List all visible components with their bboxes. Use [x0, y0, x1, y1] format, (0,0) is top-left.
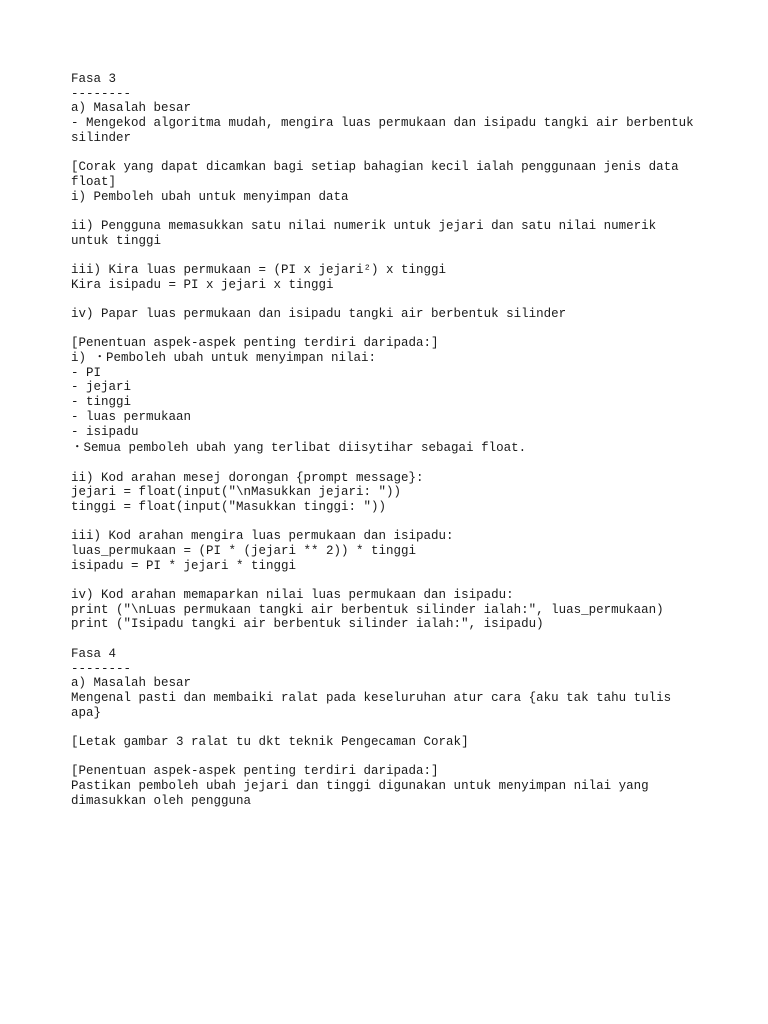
step-iii-volume: Kira isipadu = PI x jejari x tinggi	[71, 277, 334, 292]
variable-item: - tinggi	[71, 395, 132, 410]
pattern-note-cont: float]	[71, 174, 117, 189]
variable-item: - PI	[71, 365, 102, 380]
document-body	[71, 72, 711, 808]
code-print-volume: print ("Isipadu tangki air berbentuk silinder ialah:", isipadu)	[71, 617, 544, 632]
abstraction-ii: ii) Kod arahan mesej dorongan {prompt message}:	[71, 470, 424, 485]
code-input-tinggi: tinggi = float(input("Masukkan tinggi: "))	[71, 499, 387, 514]
code-input-jejari: jejari = float(input("\nMasukkan jejari: "))	[71, 485, 402, 500]
phase3-big-problem-text: - Mengekod algoritma mudah, mengira luas permukaan dan isipadu tangki air berbentuk	[71, 116, 694, 131]
phase3-big-problem-text-cont: silinder	[71, 130, 132, 145]
phase4-abstraction-heading: [Penentuan aspek-aspek penting terdiri daripada:]	[71, 764, 439, 779]
pattern-note: [Corak yang dapat dicamkan bagi setiap bahagian kecil ialah penggunaan jenis data	[71, 160, 679, 175]
phase4-abstraction-text: Pastikan pemboleh ubah jejari dan tinggi digunakan untuk menyimpan nilai yang	[71, 779, 649, 793]
step-i: i) Pemboleh ubah untuk menyimpan data	[71, 189, 349, 204]
code-surface-area: luas_permukaan = (PI * (jejari ** 2)) * tinggi	[71, 544, 417, 558]
float-declaration-note: ・Semua pemboleh ubah yang terlibat diisytihar sebagai float.	[71, 441, 527, 456]
step-iv: iv) Papar luas permukaan dan isipadu tangki air berbentuk silinder	[71, 307, 567, 321]
phase3-heading: Fasa 3	[71, 72, 117, 86]
image-placeholder-note: [Letak gambar 3 ralat tu dkt teknik Pengecaman Corak]	[71, 734, 469, 749]
phase4-big-problem-text: Mengenal pasti dan membaiki ralat pada keseluruhan atur cara {aku tak tahu tulis	[71, 690, 672, 705]
phase4-abstraction-text-cont: dimasukkan oleh pengguna	[71, 793, 252, 808]
phase4-divider: --------	[71, 661, 132, 676]
variable-item: - jejari	[71, 380, 132, 395]
variable-item: - isipadu	[71, 424, 139, 439]
phase3-big-problem-label: a) Masalah besar	[71, 101, 192, 116]
code-volume: isipadu = PI * jejari * tinggi	[71, 558, 297, 573]
abstraction-i: i) ・Pemboleh ubah untuk menyimpan nilai:	[71, 351, 377, 366]
abstraction-iii: iii) Kod arahan mengira luas permukaan dan isipadu:	[71, 529, 454, 544]
code-print-surface: print ("\nLuas permukaan tangki air berbentuk silinder ialah:", luas_permukaan)	[71, 602, 664, 617]
abstraction-iv: iv) Kod arahan memaparkan nilai luas permukaan dan isipadu:	[71, 588, 514, 603]
step-ii: ii) Pengguna memasukkan satu nilai numerik untuk jejari dan satu nilai numerik	[71, 218, 657, 233]
phase4-big-problem-text-cont: apa}	[71, 705, 102, 720]
step-iii: iii) Kira luas permukaan = (PI x jejari²) x tinggi	[71, 262, 447, 277]
phase3-divider: --------	[71, 86, 132, 101]
variable-item: - luas permukaan	[71, 409, 192, 424]
step-ii-cont: untuk tinggi	[71, 233, 162, 248]
abstraction-heading: [Penentuan aspek-aspek penting terdiri daripada:]	[71, 336, 439, 351]
phase4-heading: Fasa 4	[71, 646, 117, 661]
phase4-big-problem-label: a) Masalah besar	[71, 676, 192, 691]
